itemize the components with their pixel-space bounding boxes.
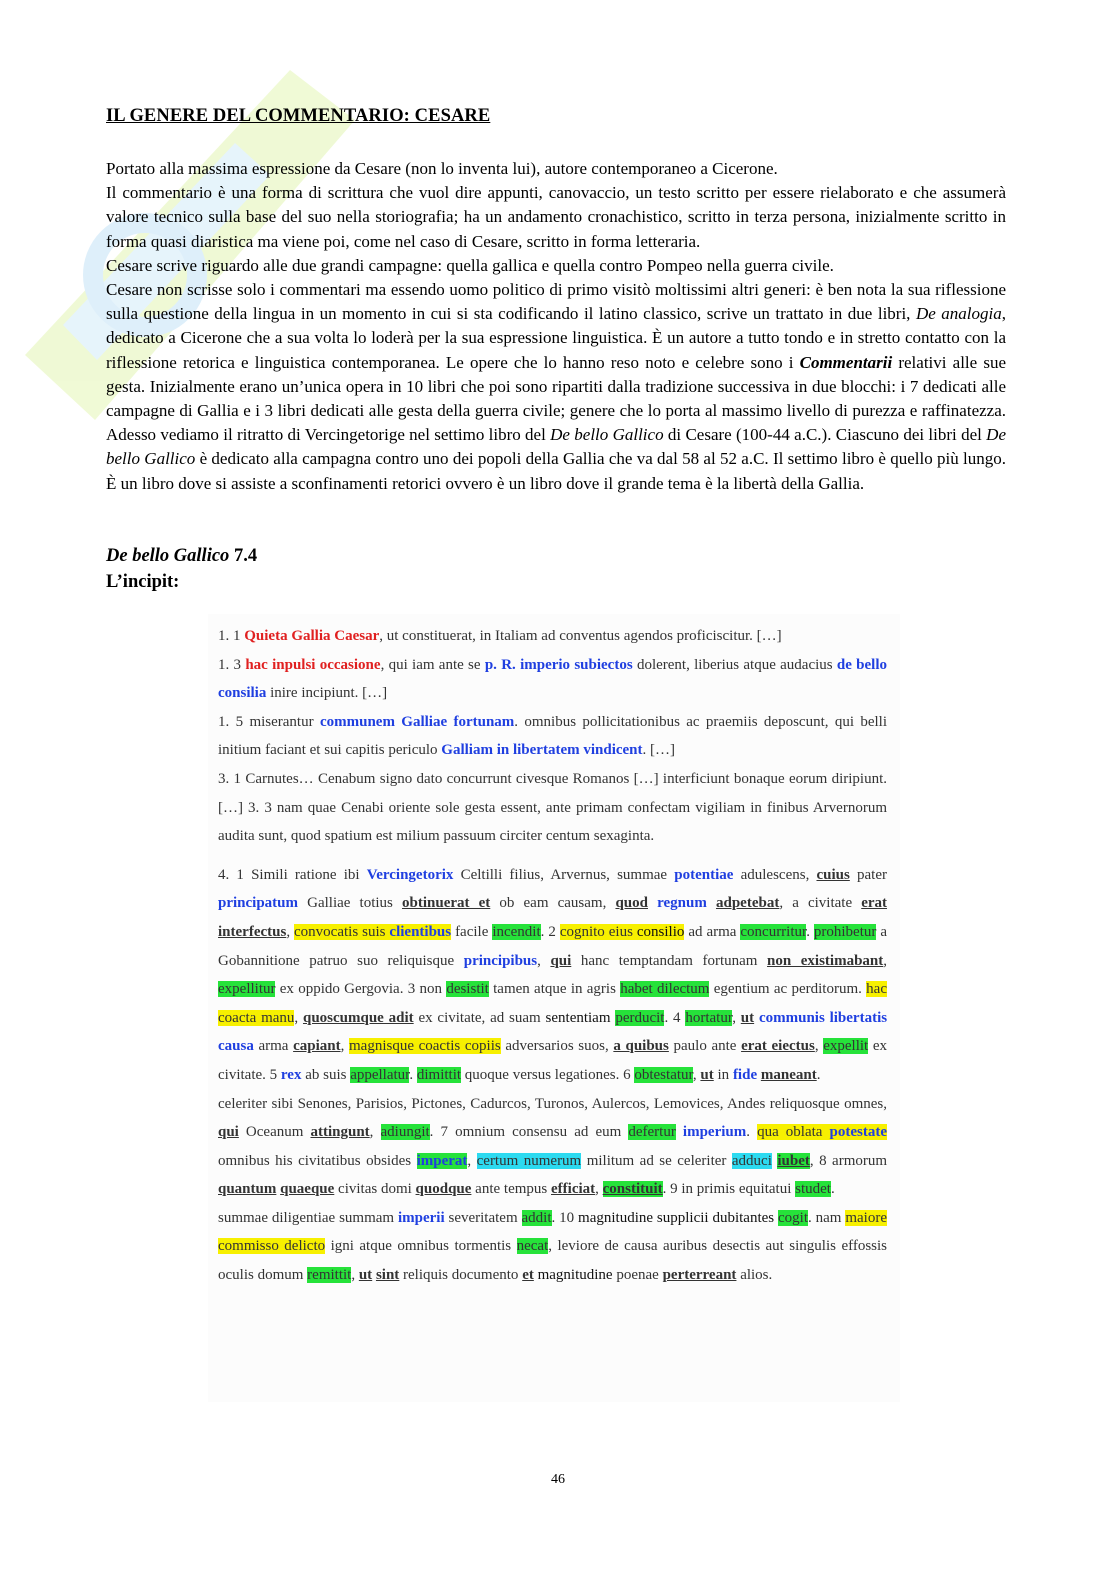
highlight-green: adiungit (380, 1124, 430, 1141)
text-run: civitas domi (334, 1181, 416, 1198)
highlight-green: iubet (777, 1152, 810, 1169)
text-run: consilio (636, 923, 685, 940)
excerpt-line (218, 1204, 887, 1290)
text-run: sententiam (545, 1009, 611, 1026)
key-phrase: hac inpulsi occasione (245, 656, 381, 673)
highlight-green: remittit (307, 1267, 352, 1284)
section-subtitle: L’incipit: (106, 572, 180, 592)
highlight-green: defertur (628, 1124, 676, 1141)
text-run: adversarios suos, (500, 1038, 614, 1055)
text-run: , (537, 952, 551, 969)
text-run: Oceanum (238, 1124, 311, 1141)
text-run: di Cesare (100-44 a.C.). Ciascuno dei libri del (663, 425, 987, 445)
text-run: poenae (612, 1267, 663, 1284)
key-phrase: Vercingetorix (366, 866, 454, 883)
text-run: summae diligentiae summam (218, 1209, 398, 1226)
key-phrase: Galliam in libertatem vindicent (441, 742, 643, 759)
latin-excerpt-text (218, 622, 887, 1290)
intro-paragraph: Cesare scrive riguardo alle due grandi campagne: quella gallica e quella contro Pompeo nella guerra civile. (106, 255, 834, 275)
intro-paragraph: Portato alla massima espressione da Cesare (non lo inventa lui), autore contemporaneo a Cicerone. (106, 159, 778, 178)
text-run: convocatis suis (294, 923, 390, 940)
text-run: , (351, 1267, 359, 1284)
text-run: militum ad se celeriter (581, 1152, 732, 1169)
text-run: quoque versus legationes. 6 (461, 1066, 635, 1083)
work-title: De bello Gallico (106, 425, 1006, 469)
underlined-word: quodque (415, 1181, 472, 1198)
chapter-ref: 7.4 (229, 546, 258, 566)
text-run: Celtilli filius, Arvernus, summae (453, 866, 675, 883)
highlight-green: constituit (602, 1181, 663, 1198)
text-run: . 10 (551, 1209, 579, 1226)
highlight-yellow: maiore commisso delicto (218, 1209, 888, 1255)
highlight-green: prohibetur (813, 923, 877, 940)
text-run: 4. 1 Simili ratione ibi (218, 866, 367, 883)
text-run: 3. 1 Carnutes… Cenabum signo dato concurrunt civesque Romanos […] interficiunt bonaque eorum diripiunt. […] 3. 3 nam quae Cenabi oriente sole gesta essent, ante primam confectam vigiliam in finibus Arvernorum audita sunt, quod spatium est milium passuum circiter centum sexaginta. (218, 770, 887, 845)
excerpt-line (218, 708, 887, 765)
highlight-cyan: certum numerum (476, 1152, 582, 1169)
text-run: arma (253, 1038, 294, 1055)
work-title: De bello Gallico (106, 546, 230, 566)
underlined-word: adpetebat (715, 895, 780, 912)
highlight-yellow (757, 1124, 887, 1140)
text-run: . (409, 1066, 417, 1083)
underlined-word: cuius (816, 866, 850, 883)
work-title: De analogia (915, 304, 1002, 324)
text-run: paulo ante (668, 1038, 742, 1055)
excerpt-line (218, 1090, 887, 1204)
text-run: , (467, 1152, 477, 1169)
underlined-word: erat eiectus (741, 1038, 815, 1055)
underlined-word: ut (740, 1009, 755, 1026)
highlight-green: concurritur (740, 923, 807, 940)
underlined-word: quoscumque adit (302, 1009, 414, 1026)
underlined-word: capiant (293, 1038, 341, 1055)
text-run: 1. 1 (218, 628, 245, 644)
text-run: è dedicato alla campagna contro uno dei popoli della Gallia che va dal 58 al 52 a.C. Il settimo libro è quello più lungo. È un libro dove si assiste a sconfinamenti retorici ovvero è un libro dove il grande tema è la libertà della Gallia. (106, 449, 1007, 493)
text-run (676, 1124, 683, 1140)
highlight-green: necat (516, 1238, 549, 1255)
work-title: De bello Gallico (550, 425, 664, 445)
text-run: . (830, 1181, 835, 1198)
underlined-word: perterreant (662, 1267, 737, 1284)
underlined-word: qui (550, 952, 572, 969)
text-run: , (294, 1009, 303, 1026)
text-run: . 7 omnium consensu ad eum (429, 1124, 629, 1141)
key-phrase: clientibus (389, 923, 452, 940)
text-run: hanc temptandam fortunam (571, 952, 768, 969)
excerpt-line (218, 765, 887, 851)
section-reference (106, 543, 257, 569)
underlined-word: obtinuerat et (402, 895, 491, 912)
text-run: , (369, 1124, 381, 1141)
key-phrase: imperii (397, 1209, 445, 1226)
highlight-green: cogit (778, 1209, 809, 1226)
key-phrase: potestate (829, 1124, 888, 1141)
text-run: 1. 3 (218, 656, 246, 673)
text-run: ex civitate. 5 (218, 1038, 888, 1083)
text-run: in (713, 1066, 733, 1083)
text-run: dolerent, liberius atque audacius (632, 656, 837, 673)
highlight-green: obtestatur (634, 1066, 693, 1083)
text-run: relativi alle sue gesta. Inizialmente erano un’unica opera in 10 libri che poi sono ripartiti dalla tradizione successiva in due blocchi: i 7 dedicati alle campagne di Gallia e i 3 libri dedicati alle gesta della guerra civile; genere che lo porta al massimo livello di purezza e raffinatezza. Adesso vediamo il ritratto di Vercingetorige nel settimo libro del (106, 352, 1006, 445)
underlined-word: et (522, 1267, 534, 1284)
intro-paragraph (106, 278, 1006, 496)
key-phrase: principibus (463, 952, 538, 969)
text-run: tamen atque in agris (488, 981, 621, 998)
text-run: pater (849, 866, 887, 883)
text-run: . (816, 1066, 821, 1083)
text-run: magnitudine (537, 1267, 613, 1284)
key-phrase: potentiae (674, 866, 734, 883)
highlight-yellow (294, 924, 451, 940)
text-run: . 4 (664, 1009, 686, 1026)
highlight-yellow: hac coacta manu (218, 981, 887, 1026)
underlined-word: efficiat (551, 1181, 596, 1198)
highlight-green: habet dilectum (620, 981, 710, 998)
text-run: , (692, 1066, 701, 1083)
text-run: celeriter sibi Senones, Parisios, Pictones, Cadurcos, Turonos, Aulercos, Lemovices, Andes reliquosque omnes, (218, 1095, 887, 1112)
text-run: Cesare non scrisse solo i commentari ma essendo uomo politico di primo visitò moltissimi altri generi: è ben nota la sua riflessione sulla questione della lingua in un momento in cui si sta codificando il latino classico, scrive un trattato in due libri, (106, 280, 1006, 324)
underlined-word: erat interfectus (218, 895, 888, 940)
key-phrase: Quieta Gallia Caesar (244, 628, 380, 644)
text-run: . 9 in primis equitatui (662, 1181, 796, 1198)
excerpt-line (218, 651, 887, 708)
key-phrase: de bello consilia (218, 656, 888, 702)
highlight-green: expellit (823, 1038, 869, 1055)
highlight-green: appellatur (350, 1066, 410, 1083)
text-run: ad arma (684, 923, 741, 940)
key-phrase: imperium (682, 1124, 747, 1141)
highlight-green: imperat (416, 1152, 468, 1169)
highlight-green: hortatur (685, 1009, 733, 1026)
key-phrase: regnum (657, 895, 707, 912)
text-run: , (286, 923, 295, 940)
work-title: Commentarii (799, 352, 893, 372)
text-run: omnibus his civitatibus obsides (218, 1152, 417, 1169)
excerpt-line (218, 861, 887, 1090)
text-run (648, 895, 657, 911)
key-phrase: principatum (218, 895, 299, 912)
text-run: , (340, 1038, 349, 1055)
text-run: inire incipiunt. […] (266, 685, 388, 702)
text-run: . omnibus pollicitationibus ac praemiis deposcunt, qui belli initium faciant et sui capitis periculo (218, 713, 888, 759)
key-phrase: p. R. imperio subiectos (484, 656, 633, 673)
key-phrase: rex (280, 1066, 302, 1083)
text-run: reliquis documento (399, 1267, 523, 1284)
section-title (106, 543, 257, 595)
highlight-green: incendit (492, 923, 541, 940)
text-run: ex civitate, ad suam (413, 1009, 546, 1026)
key-phrase: fide (732, 1066, 758, 1083)
highlight-yellow (560, 924, 685, 940)
text-run: , ut constituerat, in Italiam ad conventus agendos proficiscitur. […] (379, 628, 782, 644)
text-run: ab suis (301, 1066, 351, 1083)
underlined-word: a quibus (613, 1038, 669, 1055)
key-phrase: communem Galliae fortunam (319, 713, 515, 730)
text-run: . nam (808, 1209, 846, 1226)
underlined-word: ut (700, 1066, 714, 1083)
text-run: ex oppido Gergovia. 3 non (275, 981, 447, 998)
text-run: , a civitate (779, 895, 862, 912)
text-run: ob eam causam, (490, 895, 616, 912)
text-run: , dedicato a Cicerone che a sua volta lo loderà per la sua espressione linguistica. È un autore a tutto tondo e in stretto contatto con la riflessione retorica e linguistica contemporanea. Le opere che lo hanno reso noto e celebre sono i (106, 304, 1006, 372)
underlined-word: maneant (760, 1066, 817, 1083)
text-run: , 8 armorum (809, 1152, 888, 1169)
underlined-word: attingunt (310, 1124, 370, 1141)
text-run: , (814, 1038, 824, 1055)
excerpt-line (218, 622, 887, 651)
intro-body (106, 157, 1006, 496)
text-run (707, 895, 716, 911)
highlight-green: desistit (446, 981, 489, 998)
text-run: , (883, 952, 888, 969)
text-run: , leviore de causa auribus desectis aut singulis effossis oculis domum (218, 1238, 887, 1284)
text-run: severitatem (444, 1209, 522, 1226)
text-run: Galliae totius (298, 895, 403, 912)
text-run: , (595, 1181, 603, 1198)
text-run: magnitudine supplicii dubitantes (578, 1209, 775, 1226)
text-run: . (746, 1124, 758, 1141)
highlight-green: dimittit (416, 1066, 462, 1083)
underlined-word: non existimabant (767, 952, 884, 969)
page-number: 46 (551, 1472, 565, 1487)
underlined-word: qui (218, 1124, 239, 1141)
text-run: . 2 (540, 923, 560, 940)
text-run: facile (451, 923, 493, 940)
text-run: qua oblata (757, 1124, 830, 1141)
underlined-word: ut (358, 1267, 373, 1284)
highlight-green: addit (521, 1209, 552, 1226)
highlight-cyan: adduci (731, 1152, 772, 1169)
text-run: , (732, 1009, 741, 1026)
underlined-word: quantum (218, 1181, 277, 1198)
page-heading: IL GENERE DEL COMMENTARIO: CESARE (106, 106, 491, 126)
text-run: ante tempus (471, 1181, 551, 1198)
text-run: . […] (642, 742, 676, 759)
intro-paragraph: Il commentario è una forma di scrittura che vuol dire appunti, canovaccio, un testo scritto per essere rielaborato e che assumerà valore tecnico sulla base del suo nella storiografia; ha un andamento cronachistico, scritto in terza persona, inizialmente scritto in forma quasi diaristica ma viene poi, come nel caso di Cesare, scritto in forma letteraria. (106, 183, 1006, 251)
latin-excerpt-image (208, 614, 900, 1402)
text-run: . (806, 923, 814, 940)
highlight-green: expellitur (218, 981, 276, 998)
text-run: cognito eius (559, 923, 637, 940)
text-run: igni atque omnibus tormentis (325, 1238, 517, 1255)
highlight-green: perducit (615, 1009, 665, 1026)
highlight-green: studet (795, 1181, 831, 1198)
text-run: alios. (736, 1267, 773, 1284)
text-run: 1. 5 miserantur (218, 713, 320, 730)
text-run: a Gobannitione patruo suo reliquisque (218, 923, 887, 969)
text-run: egentium ac perditorum. (709, 981, 867, 998)
key-phrase: communis libertatis causa (218, 1009, 888, 1055)
underlined-word: quaeque (280, 1181, 335, 1198)
text-run: adulescens, (733, 866, 817, 883)
text-run: , qui iam ante se (380, 656, 485, 673)
highlight-yellow: magnisque coactis copiis (349, 1038, 501, 1055)
underlined-word: sint (375, 1267, 400, 1284)
underlined-word: quod (615, 895, 648, 912)
